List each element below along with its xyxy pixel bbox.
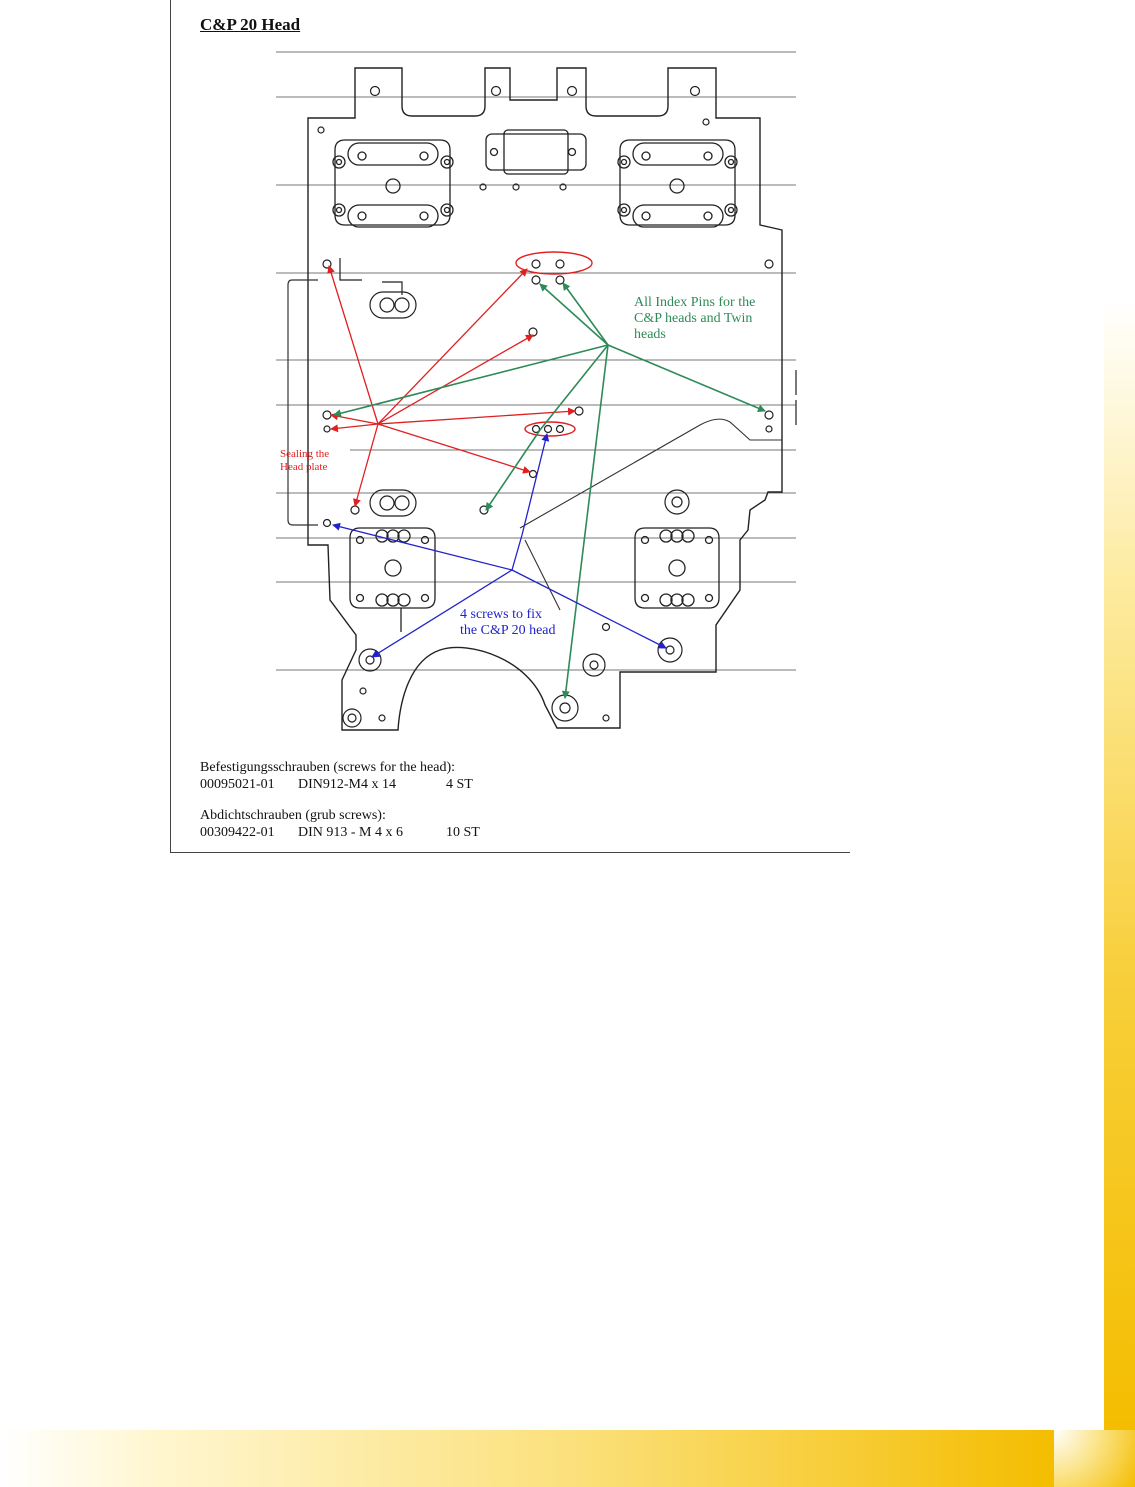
plate-holes xyxy=(318,87,796,728)
index-pins-callout: All Index Pins for the C&P heads and Twin heads xyxy=(634,295,756,342)
lower-left-mount xyxy=(350,528,435,632)
accent-corner xyxy=(1054,1430,1135,1487)
fixing-screws-callout: 4 screws to fix the C&P 20 head xyxy=(460,607,556,638)
plate-inner-edge xyxy=(288,280,318,525)
grub-screws-heading: Abdichtschrauben (grub screws): xyxy=(200,808,386,823)
page-title: C&P 20 Head xyxy=(200,15,301,34)
accent-bar-bottom xyxy=(0,1430,1054,1487)
sealing-callout: Sealing the Head plate xyxy=(280,448,330,473)
upper-right-mount xyxy=(618,140,737,227)
head-screws-spec: DIN912-M4 x 14 xyxy=(298,777,396,792)
highlight-ellipses xyxy=(516,252,592,436)
internal-contours xyxy=(520,419,782,610)
grub-screws-quantity: 10 ST xyxy=(446,825,480,840)
head-screws-part-number: 00095021-01 xyxy=(200,777,275,792)
head-screws-quantity: 4 ST xyxy=(446,777,473,792)
upper-left-mount xyxy=(333,140,453,227)
center-slot xyxy=(486,130,586,174)
grub-screws-spec: DIN 913 - M 4 x 6 xyxy=(298,825,403,840)
grub-screws-part-number: 00309422-01 xyxy=(200,825,275,840)
lower-right-mount xyxy=(635,528,719,608)
head-screws-heading: Befestigungsschrauben (screws for the head): xyxy=(200,760,456,775)
